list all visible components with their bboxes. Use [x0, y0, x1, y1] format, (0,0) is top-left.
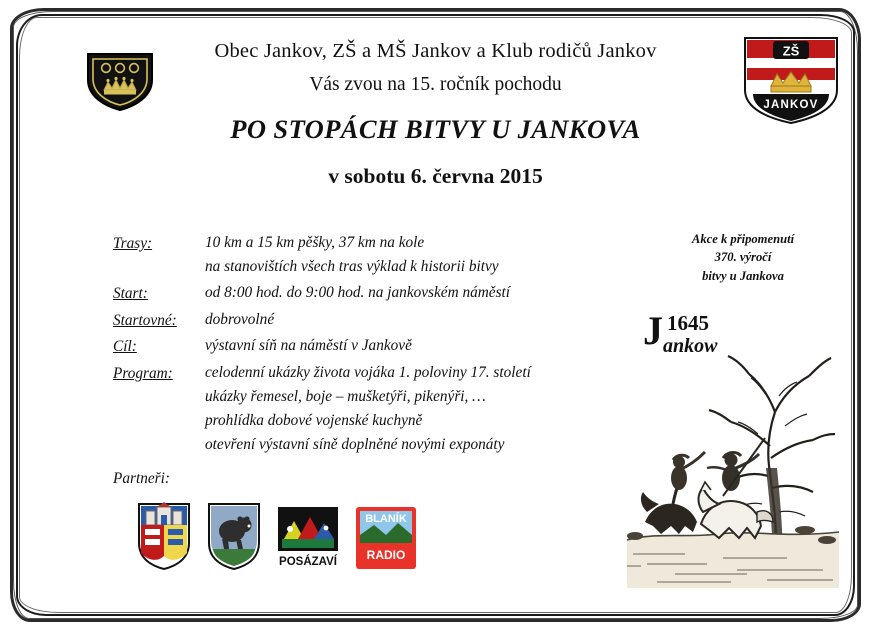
invitation-line: Vás zvou na 15. ročník pochodu: [309, 74, 562, 95]
partners-label: Partneři:: [113, 470, 170, 487]
historic-cavalry-engraving-icon: [627, 326, 839, 588]
anniversary-line-3: bitvy u Jankova: [702, 268, 784, 283]
posazavi-label-text: POSÁZAVÍ: [279, 556, 337, 568]
detail-label: Program:: [113, 364, 173, 382]
anniversary-line-2: 370. výročí: [714, 250, 772, 265]
partner-logos: [136, 504, 436, 576]
detail-row: [113, 337, 583, 361]
anniversary-note: [655, 230, 831, 285]
detail-values: [205, 364, 583, 460]
detail-value: celodenní ukázky života vojáka 1. poloviny 17. století: [205, 363, 531, 381]
page-title: PO STOPÁCH BITVY U JANKOVA: [230, 114, 641, 144]
posazavi-logo-icon: [276, 505, 340, 576]
detail-value: od 8:00 hod. do 9:00 hod. na jankovském náměstí: [205, 284, 511, 301]
detail-value: 10 km a 15 km pěšky, 37 km na kole: [205, 234, 425, 251]
detail-row: [113, 234, 583, 281]
detail-value: výstavní síň na náměstí v Jankově: [205, 337, 412, 354]
anniversary-line-1: Akce k připomenutí: [691, 232, 795, 246]
detail-row: [113, 284, 583, 308]
detail-value: na stanovištích všech tras výklad k historii bitvy: [205, 257, 499, 275]
detail-values: [205, 311, 583, 335]
detail-label: Trasy:: [113, 235, 153, 252]
detail-values: [205, 337, 583, 361]
town-crest-icon: [136, 501, 192, 576]
radio-blanik-logo-icon: [354, 505, 418, 576]
detail-values: [205, 234, 583, 281]
detail-row: [113, 364, 583, 460]
bear-crest-icon: [206, 501, 262, 576]
detail-label: Startovné:: [113, 311, 177, 329]
detail-label: Cíl:: [113, 338, 137, 355]
event-date: v sobotu 6. června 2015: [328, 164, 543, 188]
jankow-name-text: ankow: [663, 335, 718, 356]
radio-blanik-label1-text: BLANÍK: [365, 513, 407, 525]
school-logo-line2-text: JANKOV: [763, 99, 819, 111]
jankow-year-text: 1645: [667, 311, 709, 335]
school-logo-line1-text: ZŠ: [782, 43, 800, 59]
detail-label: Start:: [113, 285, 148, 302]
organizers-line: Obec Jankov, ZŠ a MŠ Jankov a Klub rodičů Jankov: [214, 40, 657, 62]
detail-value: otevření výstavní síně doplněné novými exponáty: [205, 435, 505, 453]
detail-value: dobrovolné: [205, 310, 275, 328]
detail-value: ukázky řemesel, boje – mušketýři, pikenýři, …: [205, 387, 486, 405]
detail-values: [205, 284, 583, 308]
detail-value: prohlídka dobové vojenské kuchyně: [205, 411, 423, 429]
detail-row: [113, 311, 583, 335]
poster-content: [28, 26, 843, 604]
radio-blanik-label2-text: RADIO: [366, 548, 406, 562]
jankow-initial-text: J: [643, 308, 663, 353]
poster-header: [28, 26, 843, 189]
event-details-table: [113, 234, 583, 463]
